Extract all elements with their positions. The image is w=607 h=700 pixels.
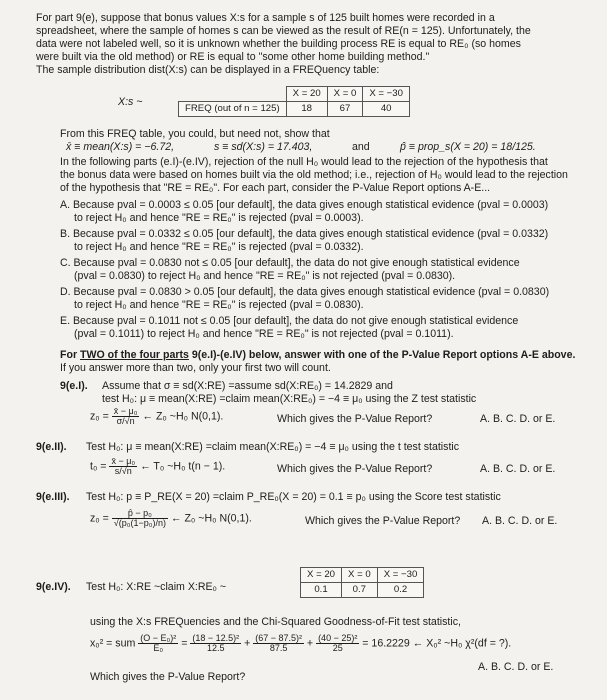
option-letter: C. [60, 257, 71, 269]
fraction-denominator: 12.5 [206, 643, 225, 654]
part-e1-statistic [90, 407, 223, 427]
part-e1-line-2: test H₀: μ ≡ mean(X:RE) =claim mean(X:RE₀) = −4 ≡ μ₀ using the Z test statistic [102, 393, 477, 405]
null-distribution-table [300, 567, 424, 598]
part-e4-choices[interactable]: A. B. C. D. or E. [478, 661, 554, 673]
statistic-fraction [112, 509, 168, 529]
option-text: to reject H₀ and hence "RE = RE₀" is rejected (pval = 0.0332). [74, 241, 364, 254]
option-e [60, 315, 518, 342]
fraction-numerator: (O − E₀)² [140, 633, 177, 643]
intro-line-3: data were not labeled well, so it is unknown whether the building process RE is equal to RE₀ (so homes [36, 38, 521, 50]
chi-squared-formula: x₀² = sum $\frac{\text{(O − E₀)²}}{\text{E₀}}$ = $\frac{\text{(18 − 12.5)²}}{12.5}$ + $\frac{\text{(67 − 87.5)²}}{87.5}$ + $\frac{\text{(40 − 25)²}}{25}$ = 16.2229 ← X₀² ~H₀ χ²(df = ?). [90, 633, 512, 654]
statistic-lhs: t₀ = [90, 460, 107, 473]
statistic-rhs: ← Z₀ ~H₀ N(0,1). [142, 410, 224, 423]
intro-line-1: For part 9(e), suppose that bonus values X:s for a sample s of 125 built homes were recorded in a [36, 12, 495, 24]
part-e2-question: Which gives the P-Value Report? [277, 463, 433, 475]
option-d [60, 286, 549, 313]
statistic-lhs: z₀ = [90, 410, 109, 423]
instructions-text: 9(e.I)-(e.IV) below, answer with one of the P-Value Report options A-E above. [188, 349, 576, 361]
intro-line-4: were built via the old method) or RE is equal to "some other home building method." [36, 51, 430, 63]
fraction-numerator: p̂ − p₀ [112, 509, 168, 519]
option-text: to reject H₀ and hence "RE = RE₀" is rejected (pval = 0.0830). [74, 299, 364, 312]
fraction-denominator: √(p₀(1−p₀)/n) [113, 518, 166, 529]
option-letter: E. [60, 315, 71, 327]
part-e3-statistic [90, 509, 252, 529]
statistic-fraction [109, 457, 137, 477]
option-text: Because pval = 0.0830 > 0.05 [our default], the data gives enough statistical evidence (pval = 0.0830) [73, 286, 550, 298]
fraction-numerator: (18 − 12.5)² [192, 633, 240, 643]
part-e4-label: 9(e.IV). [36, 581, 71, 593]
part-e4-line-2: using the X:s FREQuencies and the Chi-Squared Goodness-of-Fit test statistic, [90, 616, 461, 628]
freq-count-cell: 67 [327, 102, 363, 117]
stats-intro: From this FREQ table, you could, but need not, show that [60, 128, 330, 140]
instructions-text: For [60, 349, 81, 361]
freq-header-cell: X = 0 [327, 87, 363, 102]
part-e4-line-1: Test H₀: X:RE ~claim X:RE₀ ~ [86, 581, 227, 593]
option-text: Because pval = 0.0332 ≤ 0.05 [our default], the data gives enough statistical evidence (pval = 0.0332) [72, 228, 549, 240]
part-e2-line-1: Test H₀: μ ≡ mean(X:RE) =claim mean(X:RE₀) = −4 ≡ μ₀ using the t test statistic [86, 441, 460, 453]
freq-header-cell: X = 20 [286, 87, 327, 102]
part-e2-statistic [90, 457, 225, 477]
option-text: Because pval = 0.0830 not ≤ 0.05 [our default], the data do not give enough statistical evidence [73, 257, 520, 269]
option-text: (pval = 0.0830) to reject H₀ and hence "RE = RE₀" is not rejected (pval = 0.0830). [74, 270, 456, 283]
fraction-denominator: σ/√n [116, 416, 135, 427]
statistic-rhs: ← T₀ ~H₀ t(n − 1). [140, 460, 226, 473]
option-text: (pval = 0.1011) to reject H₀ and hence "RE = RE₀" is not rejected (pval = 0.1011). [74, 328, 454, 341]
chi-lhs: x₀² = sum [90, 637, 136, 650]
chi-term-1 [190, 634, 241, 654]
stats-and: and [352, 141, 370, 153]
null-value-cell: 0.7 [342, 583, 378, 598]
stats-mean: x̄ ≡ mean(X:s) = −6.72, [66, 141, 175, 153]
part-e2-label: 9(e.II). [36, 441, 67, 453]
fraction-denominator: 87.5 [269, 643, 288, 654]
option-letter: B. [60, 228, 71, 240]
freq-table [178, 86, 410, 117]
fraction-numerator: (40 − 25)² [318, 633, 358, 643]
option-text: Because pval = 0.0003 ≤ 0.05 [our default], the data gives enough statistical evidence (pval = 0.0003) [72, 199, 549, 211]
instructions-emphasis: TWO of the four parts [80, 349, 189, 361]
chi-term-2 [253, 634, 304, 654]
freq-count-cell: 40 [363, 102, 410, 117]
null-header-cell: X = 0 [342, 568, 378, 583]
chi-general-fraction [138, 634, 178, 654]
part-e1-line-1: Assume that σ ≡ sd(X:RE) =assume sd(X:RE₀) = 14.2829 and [102, 380, 393, 392]
fraction-denominator: 25 [332, 643, 343, 654]
chi-rhs: = 16.2229 ← X₀² ~H₀ χ²(df = ?). [362, 637, 512, 650]
part-e3-label: 9(e.III). [36, 491, 70, 503]
statistic-rhs: ← Z₀ ~H₀ N(0,1). [170, 512, 252, 525]
null-header-cell: X = −30 [377, 568, 424, 583]
null-value-cell: 0.2 [377, 583, 424, 598]
freq-header-cell: X = −30 [363, 87, 410, 102]
intro-line-2: spreadsheet, where the sample of homes s can be viewed as the result of RE(n = 125). Unfortunately, the [36, 25, 531, 37]
option-c [60, 257, 520, 284]
stats-sd: s ≡ sd(X:s) = 17.403, [214, 141, 313, 153]
fraction-numerator: (67 − 87.5)² [255, 633, 302, 643]
chi-term-3 [316, 634, 359, 654]
freq-table-row-label: X:s ~ [118, 96, 143, 108]
part-e1-question: Which gives the P-Value Report? [277, 413, 433, 425]
null-header-cell: X = 20 [301, 568, 342, 583]
part-e1-choices[interactable]: A. B. C. D. or E. [480, 413, 556, 425]
instructions-line-2: If you answer more than two, only your first two will count. [60, 362, 331, 374]
following-line-2: the bonus data were based on homes built via the old method; i.e., rejection of H₀ would lead to the rejection [60, 169, 568, 181]
option-a [60, 199, 548, 226]
option-text: Because pval = 0.1011 not ≤ 0.05 [our default], the data do not give enough statistical evidence [72, 315, 519, 327]
part-e3-choices[interactable]: A. B. C. D. or E. [482, 515, 558, 527]
fraction-numerator: x̄ − μ₀ [111, 456, 136, 466]
part-e2-choices[interactable]: A. B. C. D. or E. [480, 463, 556, 475]
fraction-numerator: x̄ − μ₀ [113, 406, 138, 416]
part-e3-line-1: Test H₀: p ≡ P_RE(X = 20) =claim P_RE₀(X = 20) = 0.1 ≡ p₀ using the Score test statistic [86, 491, 501, 503]
statistic-fraction [112, 407, 140, 427]
fraction-denominator: s/√n [114, 466, 132, 477]
null-value-cell: 0.1 [301, 583, 342, 598]
option-b [60, 228, 548, 255]
intro-line-5: The sample distribution dist(X:s) can be displayed in a FREQuency table: [36, 64, 380, 76]
part-e1-label: 9(e.I). [60, 380, 88, 392]
following-line-3: of the hypothesis that "RE = RE₀". For each part, consider the P-Value Report options A-E... [60, 182, 491, 194]
part-e4-question: Which gives the P-Value Report? [90, 671, 246, 683]
fraction-denominator: E₀ [153, 643, 164, 654]
following-line-1: In the following parts (e.I)-(e.IV), rejection of the null H₀ would lead to the rejection of the hypothesis that [60, 156, 548, 168]
freq-count-cell: 18 [286, 102, 327, 117]
option-text: to reject H₀ and hence "RE = RE₀" is rejected (pval = 0.0003). [74, 212, 364, 225]
stats-prop: p̂ ≡ prop_s(X = 20) = 18/125. [400, 141, 536, 153]
instructions-line-1 [60, 349, 575, 362]
freq-row-label: FREQ (out of n = 125) [179, 102, 287, 117]
option-letter: D. [60, 286, 71, 298]
option-letter: A. [60, 199, 71, 211]
part-e3-question: Which gives the P-Value Report? [305, 515, 461, 527]
statistic-lhs: z₀ = [90, 512, 109, 525]
